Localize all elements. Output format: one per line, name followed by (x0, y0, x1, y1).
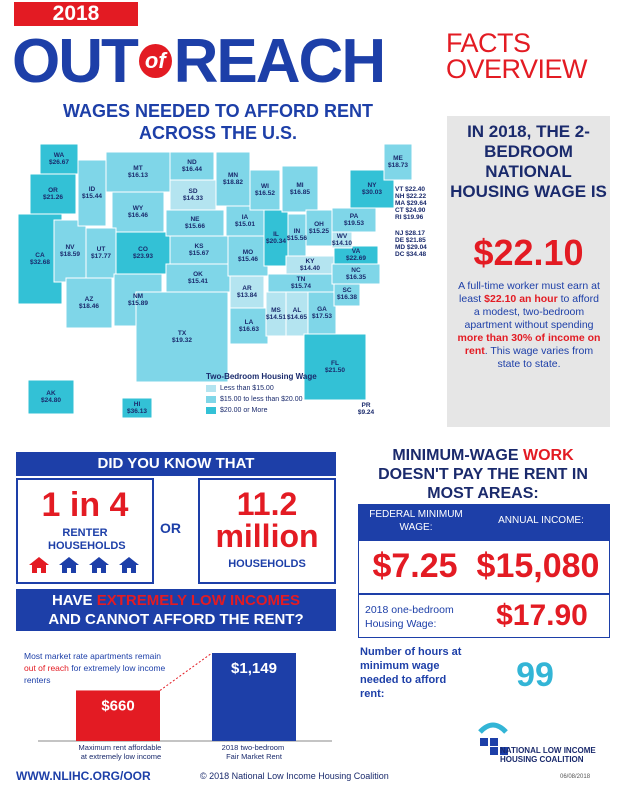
nlihc-logo-text (500, 746, 596, 764)
state-label-pr: PR $9.24 (357, 402, 375, 416)
state-label-ks: KS $15.67 (189, 243, 209, 257)
national-wage-value: $22.10 (473, 232, 584, 273)
state-label-tx: TX $19.32 (172, 330, 192, 344)
state-label-oh: OH $15.25 (309, 221, 329, 235)
legend-swatch-mid (206, 396, 216, 403)
or-separator: OR (160, 520, 181, 536)
logo-line2: HOUSING COALITION (500, 755, 584, 764)
state-label-fl: FL $21.50 (325, 360, 345, 374)
footer-url-link[interactable]: WWW.NLIHC.ORG/OOR (16, 769, 151, 783)
state-label-wi: WI $16.52 (255, 183, 275, 197)
state-label-sd: SD $14.33 (183, 188, 203, 202)
state-label-ne: NE $15.66 (185, 216, 205, 230)
title-of-badge: of (139, 44, 172, 78)
banner-question: AND CANNOT AFFORD THE RENT? (48, 611, 304, 628)
facts-line2: OVERVIEW (446, 54, 588, 84)
state-label-hi: HI $36.13 (127, 401, 147, 415)
state-label-ak: AK $24.80 (41, 390, 61, 404)
state-label-ny: NY $30.03 (362, 182, 382, 196)
bar-category-label-fmr (222, 743, 287, 761)
annual-income-value: $15,080 (476, 547, 600, 585)
state-label-nd: ND $16.44 (182, 159, 202, 173)
state-label-mo: MO $15.46 (238, 249, 258, 263)
legend-label-low: Less than $15.00 (220, 385, 274, 392)
col-federal-min-wage: FEDERAL MINIMUM WAGE: (369, 509, 463, 533)
footer-copyright: © 2018 National Low Income Housing Coalition (200, 771, 389, 781)
state-label-id: ID $15.44 (82, 186, 102, 200)
bar-value-label-affordable: $660 (101, 697, 135, 715)
northeast-states-list-bottom: NJ $28.17 DE $21.85 MD $29.04 DC $34.48 (395, 230, 427, 258)
desc-part3: . This wage varies from state to state. (484, 345, 594, 370)
million-households-stat (198, 478, 336, 584)
state-label-ky: KY $14.40 (300, 258, 320, 272)
legend-item-mid (206, 396, 317, 403)
state-label-nm: NM $15.89 (128, 293, 148, 307)
state-label-nc: NC $16.35 (346, 267, 366, 281)
desc-part2: to afford a modest, two-bedroom apartment without spending (464, 293, 599, 331)
stat1-value: 1 in 4 (41, 486, 129, 524)
min-wage-values-row (358, 540, 610, 594)
state-label-ok: OK $15.41 (188, 271, 208, 285)
state-label-wa: WA $26.67 (49, 152, 69, 166)
mw-head-highlight: WORK (523, 447, 574, 464)
state-label-al: AL $14.65 (287, 307, 307, 321)
stat2-label: HOUSEHOLDS (228, 558, 306, 570)
house-icons (27, 555, 147, 575)
state-label-ca: CA $32.68 (30, 252, 50, 266)
house-icon-blue (89, 557, 109, 573)
state-label-va: VA $22.69 (346, 248, 366, 262)
map-legend (206, 372, 317, 418)
state-label-tn: TN $15.74 (291, 276, 311, 290)
state-label-co: CO $23.93 (133, 246, 153, 260)
federal-min-wage-value: $7.25 (372, 547, 458, 585)
year-badge: 2018 (14, 2, 138, 26)
bar-category-label-affordable (79, 743, 164, 761)
state-label-la: LA $16.63 (239, 319, 259, 333)
state-label-az: AZ $18.46 (79, 296, 99, 310)
extremely-low-income-banner (16, 589, 336, 631)
stat2-value-number: 11.2 (236, 486, 298, 522)
state-label-wy: WY $16.46 (128, 205, 148, 219)
state-label-ar: AR $13.84 (237, 285, 257, 299)
caption-part1: Most market rate apartments remain (24, 651, 161, 661)
facts-overview (446, 30, 587, 82)
state-label-mn: MN $18.82 (223, 172, 243, 186)
col-annual-income: ANNUAL INCOME: (498, 515, 584, 526)
min-wage-table-header (358, 504, 610, 540)
bar-value-label-fmr: $1,149 (231, 660, 277, 677)
mw-head-part1: MINIMUM-WAGE (392, 447, 523, 464)
caption-part2: for extremely low income renters (24, 663, 166, 685)
one-bedroom-wage-value: $17.90 (496, 599, 588, 632)
one-bedroom-wage-row (358, 594, 610, 638)
state-label-nv: NV $18.59 (60, 244, 80, 258)
house-icon-red (29, 557, 49, 573)
desc-part1: A full-time worker must earn at least (458, 280, 600, 305)
footer-date: 06/08/2018 (560, 774, 591, 780)
title-reach: REACH (173, 26, 385, 96)
legend-swatch-low (206, 385, 216, 392)
hours-needed-value: 99 (516, 656, 554, 694)
state-label-sc: SC $16.38 (337, 287, 357, 301)
state-label-ia: IA $15.01 (235, 214, 255, 228)
state-label-me: ME $18.73 (388, 155, 408, 169)
state-label-ga: GA $17.53 (312, 306, 332, 320)
legend-item-low (206, 385, 317, 392)
title-out: OUT (12, 26, 137, 96)
legend-label-high: $20.00 or More (220, 407, 268, 414)
desc-highlight1: $22.10 an hour (484, 293, 558, 305)
bar-connector-line (160, 653, 212, 690)
house-icon-blue (59, 557, 79, 573)
state-label-mi: MI $16.85 (290, 182, 310, 196)
one-bedroom-wage-label: 2018 one-bedroom Housing Wage: (365, 604, 454, 630)
legend-label-mid: $15.00 to less than $20.00 (220, 396, 303, 403)
category-fmr-line1: 2018 two-bedroom (221, 743, 285, 752)
house-icon-blue (119, 557, 139, 573)
mw-head-part2: DOESN'T PAY THE RENT IN MOST AREAS: (378, 466, 588, 502)
stat2-value-unit: million (215, 518, 319, 554)
legend-swatch-high (206, 407, 216, 414)
caption-highlight: out of reach (24, 663, 69, 673)
renter-households-stat (16, 478, 154, 584)
state-label-pa: PA $19.53 (344, 213, 364, 227)
facts-line1: FACTS (446, 28, 531, 58)
northeast-states-list-top: VT $22.40 NH $22.22 MA $29.64 CT $24.90 RI $19.96 (395, 186, 427, 221)
desc-highlight2: more than 30% of income on rent (457, 332, 601, 357)
state-label-ut: UT $17.77 (91, 246, 111, 260)
banner-have: HAVE (51, 592, 97, 609)
map-title: WAGES NEEDED TO AFFORD RENT ACROSS THE U.S. (62, 101, 374, 143)
national-wage-heading: IN 2018, THE 2-BEDROOM NATIONAL HOUSING WAGE IS (450, 122, 607, 201)
category-affordable-line1: Maximum rent affordable (78, 743, 162, 752)
state-label-mt: MT $16.13 (128, 165, 148, 179)
hours-needed-label: Number of hours at minimum wage needed to afford rent: (360, 646, 462, 700)
stat1-label: RENTER HOUSEHOLDS (48, 527, 126, 552)
state-label-or: OR $21.26 (43, 187, 63, 201)
legend-title: Two-Bedroom Housing Wage (206, 372, 317, 381)
did-you-know-banner: DID YOU KNOW THAT (16, 452, 336, 476)
state-label-wv: WV $14.10 (332, 233, 352, 247)
page-title (12, 26, 384, 96)
state-label-ms: MS $14.51 (266, 307, 286, 321)
logo-line1: NATIONAL LOW INCOME (500, 746, 596, 755)
state-label-il: IL $20.34 (266, 231, 286, 245)
rent-bar-chart (20, 640, 340, 765)
banner-highlight: EXTREMELY LOW INCOMES (96, 592, 301, 609)
national-wage-description (456, 280, 602, 371)
legend-item-high (206, 407, 317, 414)
category-affordable-line2: at extremely low income (80, 752, 162, 761)
min-wage-heading (358, 446, 608, 503)
state-label-in: IN $15.56 (287, 228, 307, 242)
category-fmr-line2: Fair Market Rent (226, 752, 282, 761)
